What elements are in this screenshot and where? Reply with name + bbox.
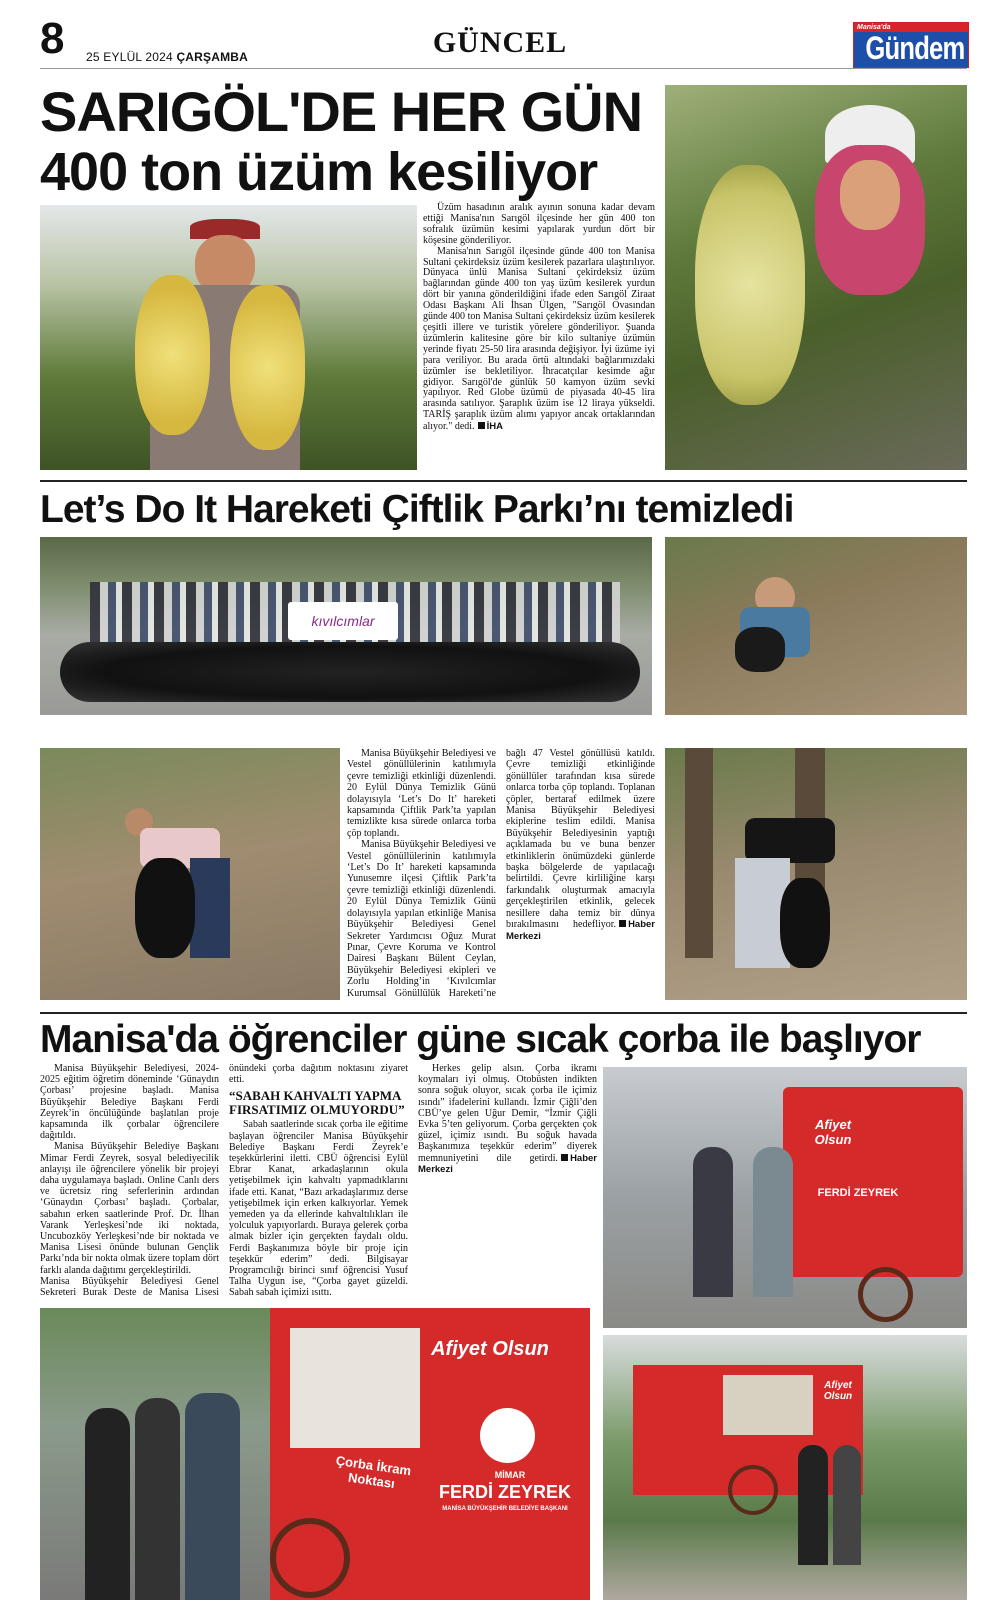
sponsor-banner: kıvılcımlar [288, 602, 398, 640]
photo-soup-cart-students [603, 1067, 967, 1328]
paragraph-text: Herkes gelip alsın. Çorba ikramı koymaları iyi olmuş. Otobüsten indikten sonra soğuk oluyor, sıcak çorba ile içimiz ısındı” ifadelerini kullandı. İzmir Çiğli’den CBÜ’ye gelen Uğur Demir, “İzmir Çiğli Evka 5’ten geliyorum. Çorba gerçekten çok güzel, içimiz ısındı. Bu soğuk havada Başkanımıza teşekkür ederim” diyerek memnuniyetini dile getirdi. [418, 1063, 597, 1164]
article-divider [40, 1012, 967, 1014]
source-credit: Haber Merkezi [418, 1152, 597, 1175]
newspaper-logo [853, 22, 969, 68]
cart-corba-text: Çorba İkram Noktası [334, 1452, 413, 1492]
page-number: 8 [40, 14, 65, 63]
paragraph: Manisa Büyükşehir Belediyesi ve Vestel gönüllülerinin katılımıyla çevre temizliği etkinliği düzenlendi. 20 Eylül Dünya Temizlik Günü dolayısıyla ‘Let’s Do It’ hareketi kapsamında Çiftlik Park’ta yapılan temizlikte kısa sürede onlarca torba çöp toplandı. [347, 748, 496, 839]
headline-line1: SARIGÖL'DE HER GÜN [40, 80, 643, 143]
cart-afiyet-text: Afiyet Olsun [823, 1380, 853, 1402]
article3-subheading: “SABAH KAHVALTI YAPMA FIRSATIMIZ OLMUYORDU” [229, 1088, 405, 1117]
article3-headline: Manisa'da öğrenciler güne sıcak çorba ile başlıyor [40, 1018, 921, 1061]
paragraph: Manisa Büyükşehir Belediye Başkanı Mimar Ferdi Zeyrek, sosyal belediyecilik anlayışı ile öğrencilere yönelik bir projeyi daha uygulamaya başladı. Online Canlı ders ve ücretsiz ring seferlerinin ardından ‘Günaydın Çorbası’ başladı. Çorbalar, sabahın erken saatlerinde Prof. Dr. İlhan Varank Yerleşkesi’nde iki noktada, Uncubozköy Yerleşkesi’nde bir noktada ve Manisa Lisesi önünde bulunan Gençlik Parkı’nda bir nokta olmak üzere toplam dört farklı alanda dağıtımı gerçekleştirildi. [40, 1141, 219, 1276]
article3-body [40, 1063, 597, 1303]
paragraph-text: Manisa'nın Sarıgöl ilçesinde günde 400 ton Manisa Sultani çekirdeksiz üzüm kesilerek pazarlara ulaştırılıyor. Dünyaca ünlü Manisa Sultani çekirdeksiz üzüm bağlarından günde 400 ton yaş üzüm kesilerek yurdun dört bir yanına gönderildiğini ifade eden Sarıgöl Ziraat Odası Başkanı Ali İhsan Ülgen, "Sarıgöl Ovasından günde 400 ton Manisa Sultani çekirdeksiz üzüm kesilerek çeşitli illere ve turistik yörelere gönderiliyor. Şuanda üzümlerin kalitesine göre bir kilo sultaniye üzümün yerinde fiyatı 25-50 lira arasında değişiyor. İyi üzüme iyi para veriliyor. Bu arada örtü altındaki bağlarımızdaki üzümler ise bekletiliyor. İhracatçılar kesimde ağır gidiyor. Sarıgöl'de günlük 50 kamyon üzüm sevki yapılıyor. Red Globe üzümü de piyasada 40-45 lira arasında satılıyor. Şaraplık üzüm ise 12 liraya yükseldi. TARİŞ şaraplık üzüm alımı yapıyor ancak ortaklarından alıyor." dedi. [423, 245, 655, 433]
photo-volunteers-group [40, 537, 652, 715]
photo-volunteer-bag [665, 748, 967, 1000]
photo-soup-cart-large [40, 1308, 590, 1600]
paragraph [418, 1063, 597, 1175]
paragraph: Manisa Büyükşehir Belediyesi, 2024-2025 eğitim öğretim döneminde ‘Günaydın Çorbası’ projesine başladı. Manisa Büyükşehir Belediye Başkanı Ferdi Zeyrek’in öncülüğünde başlatılan proje kapsamında ilk çorbalar öğrencilere dağıtıldı. [40, 1063, 219, 1142]
paragraph: Sabah saatlerinde sıcak çorba ile eğitime başlayan öğrenciler Manisa Büyükşehir Belediye Başkanı Ferdi Zeyrek’e teşekkürlerini iletti. CBÜ öğrencisi Eylül Ebrar Kanat, arkadaşlarının okula yetişebilmek için kahvaltı yapmadıklarını ifade etti. Kanat, “Bazı arkadaşlarımız derse yetişebilmek için erken kalkıyorlar. Yemek yemeden ya da ellerinde kahvaltılıkları ile yolculuk yapıyorlardı. Buraya gelerek çorba almak bizler için gerçekten faydalı oldu. Ferdi Başkanımıza böyle bir proje için teşekkür ederim” dedi. Bilgisayar Programcılığı birinci sınıf öğrencisi Yusuf Talha Uygun ise, “Çorba gayet güzeldi. Sabah sabah içimizi ısıttı. [229, 1119, 408, 1299]
paragraph: Üzüm hasadının aralık ayının sonuna kadar devam ettiği Manisa'nın Sarıgöl ilçesinde her gün 400 ton sofralık üzümün kesimi yapılarak yurdun dört bir köşesine gönderiliyor. [423, 202, 655, 246]
paragraph-text: Manisa Büyükşehir Belediyesi ve Vestel gönüllülerinin katılımıyla ‘Let’s Do It’ hareketi kapsamında Yunusemre ilçesi Çiftlik Park’ta çevre temizliği etkinliği düzenlendi. 20 Eylül Dünya Temizlik Günü dolayısıyla yapılan etkinliğe Manisa Büyükşehir Belediyesi Genel Sekreter Yardımcısı Oğuz Murat Pınar, Çevre Koruma ve Kontrol Dairesi Başkanı Bülent Ceylan, Büyükşehir Belediyesi ekipleri ve Zorlu Holding’in ‘Kıvılcımlar Kurumsal Gönüllülük Hareketi’ne bağlı 47 Vestel gönüllüsü katıldı. Çevre temizliği etkinliğinde gönüllüler tarafından kısa sürede onlarca torba çöp toplandı. Toplanan çöpler, bertaraf edilmek üzere Manisa Büyükşehir Belediyesi ekiplerine teslim edildi. Manisa Büyükşehir Belediyesinin yaptığı açıklamada bu ve buna benzer etkinliklerin önümüzdeki günlerde başka bölgelerde de yapılacağı belirtildi. Çevre kirliliğine karşı farkındalık oluşturmak amacıyla gerçekleştirilen etkinlik, gelecek nesillere daha temiz bir dünya bırakılmasını hedefliyor. [347, 748, 655, 999]
source-credit: İHA [486, 421, 503, 433]
logo-tagline: Manisa'da [854, 23, 968, 32]
source-credit: Haber Merkezi [506, 919, 655, 942]
article1-body [423, 203, 655, 433]
article-divider [40, 480, 967, 482]
logo-name: Gündem [865, 30, 965, 66]
cart-mimar-text: MİMAR [494, 1470, 526, 1480]
headline-line2: 400 ton üzüm kesiliyor [40, 142, 598, 202]
photo-volunteer-slope [40, 748, 340, 1000]
photo-woman-grapes [665, 85, 967, 470]
article1-headline [40, 82, 660, 202]
article2-body [347, 748, 655, 1004]
date-text: 25 EYLÜL 2024 [86, 50, 173, 64]
cart-name-text: FERDİ ZEYREK [817, 1187, 899, 1199]
cart-name-text: FERDİ ZEYREK [438, 1482, 571, 1502]
cart-afiyet-text: Afiyet Olsun [431, 1338, 549, 1360]
paragraph [423, 247, 655, 433]
section-title: GÜNCEL [432, 26, 568, 59]
weekday: ÇARŞAMBA [176, 50, 249, 64]
article2-headline: Let’s Do It Hareketi Çiftlik Parkı’nı temizledi [40, 488, 794, 531]
photo-man-grapes [40, 205, 417, 470]
cart-org-text: MANİSA BÜYÜKŞEHİR BELEDİYE BAŞKANI [442, 1506, 568, 1512]
cart-afiyet-text: Afiyet Olsun [814, 1117, 852, 1147]
photo-soup-cart-park [603, 1335, 967, 1600]
paragraph: Manisa Büyükşehir Belediyesi Genel Sekreteri Burak Deste de Manisa Lisesi önündeki çorba dağıtım noktasını ziyaret etti. [40, 1063, 408, 1299]
header-divider [40, 68, 967, 69]
photo-volunteer-collecting [665, 537, 967, 715]
